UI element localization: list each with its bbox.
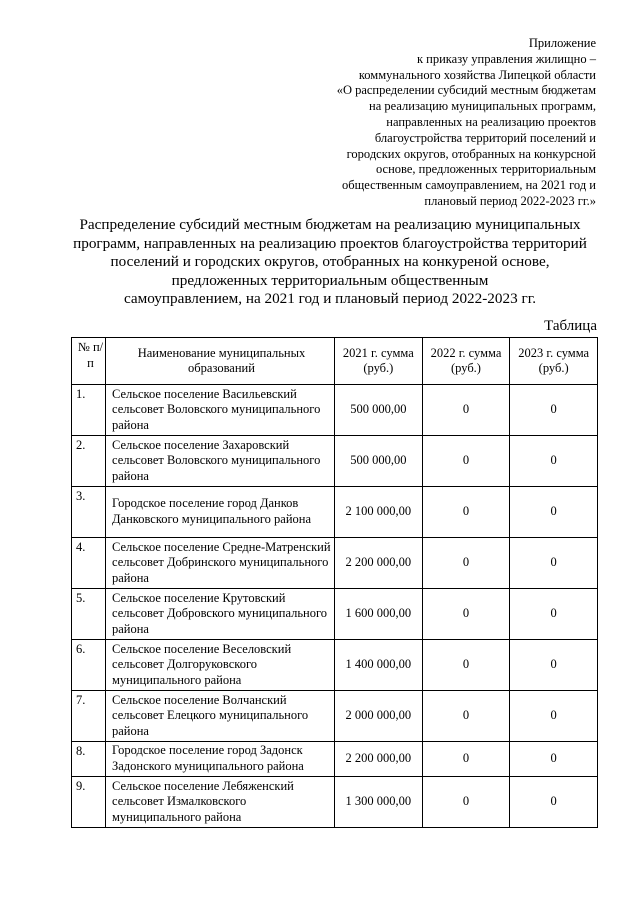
appendix-line: городских округов, отобранных на конкурсной: [346, 146, 596, 161]
sum-2023: 0: [510, 385, 598, 436]
sum-2023: 0: [510, 538, 598, 589]
municipality-name: Сельское поселение Захаровский сельсовет Воловского муниципального района: [106, 436, 335, 487]
sum-2023: 0: [510, 589, 598, 640]
appendix-line: к приказу управления жилищно –: [416, 51, 596, 66]
appendix-header: [296, 36, 596, 210]
sum-2022: 0: [422, 640, 510, 691]
subsidy-table: [71, 337, 598, 828]
table-row: [72, 436, 598, 487]
sum-2023: 0: [510, 777, 598, 828]
appendix-line: основе, предложенных территориальным: [376, 162, 596, 177]
sum-2022: 0: [422, 691, 510, 742]
sum-2021: 2 200 000,00: [335, 742, 423, 777]
table-row: [72, 640, 598, 691]
header-2022: 2022 г. сумма (руб.): [422, 338, 510, 385]
header-row: [72, 338, 598, 385]
sum-2021: 1 300 000,00: [335, 777, 423, 828]
sum-2023: 0: [510, 691, 598, 742]
table-row: [72, 487, 598, 538]
appendix-line: плановый период 2022-2023 гг.»: [424, 193, 596, 208]
municipality-name: Городское поселение город Данков Данковского муниципального района: [106, 487, 335, 538]
header-2021: 2021 г. сумма (руб.): [335, 338, 423, 385]
header-num: № п/п: [72, 338, 106, 385]
title-line: предложенных территориальным общественным: [171, 271, 489, 289]
row-number: 2.: [72, 436, 106, 487]
sum-2021: 500 000,00: [335, 385, 423, 436]
title-line: поселений и городских округов, отобранных на конкуреной основе,: [110, 253, 550, 271]
row-number: 4.: [72, 538, 106, 589]
municipality-name: Сельское поселение Лебяженский сельсовет Измалковского муниципального района: [106, 777, 335, 828]
table-body: [72, 385, 598, 828]
row-number: 3.: [72, 487, 106, 538]
table-header: [72, 338, 598, 385]
sum-2021: 2 000 000,00: [335, 691, 423, 742]
row-number: 5.: [72, 589, 106, 640]
appendix-line: на реализацию муниципальных программ,: [369, 99, 596, 114]
header-2023: 2023 г. сумма (руб.): [510, 338, 598, 385]
sum-2023: 0: [510, 487, 598, 538]
row-number: 1.: [72, 385, 106, 436]
appendix-line: общественным самоуправлением, на 2021 год и: [342, 178, 596, 193]
sum-2022: 0: [422, 742, 510, 777]
sum-2022: 0: [422, 436, 510, 487]
row-number: 8.: [72, 742, 106, 777]
sum-2021: 500 000,00: [335, 436, 423, 487]
sum-2023: 0: [510, 640, 598, 691]
appendix-line: «О распределении субсидий местным бюджетам: [336, 83, 596, 98]
row-number: 7.: [72, 691, 106, 742]
title-line: программ, направленных на реализацию проектов благоустройства территорий: [73, 234, 587, 252]
municipality-name: Городское поселение город Задонск Задонского муниципального района: [106, 742, 335, 777]
table-row: [72, 538, 598, 589]
row-number: 9.: [72, 777, 106, 828]
title-line: Распределение субсидий местным бюджетам на реализацию муниципальных: [79, 216, 581, 233]
sum-2022: 0: [422, 487, 510, 538]
appendix-line: направленных на реализацию проектов: [386, 114, 596, 129]
document-title: [60, 216, 600, 309]
appendix-line: коммунального хозяйства Липецкой области: [358, 67, 596, 82]
sum-2022: 0: [422, 385, 510, 436]
table-caption: Таблица: [544, 318, 597, 334]
municipality-name: Сельское поселение Веселовский сельсовет Долгоруковского муниципального района: [106, 640, 335, 691]
table-row: [72, 742, 598, 777]
municipality-name: Сельское поселение Волчанский сельсовет Елецкого муниципального района: [106, 691, 335, 742]
sum-2023: 0: [510, 742, 598, 777]
table-row: [72, 589, 598, 640]
sum-2022: 0: [422, 538, 510, 589]
sum-2023: 0: [510, 436, 598, 487]
row-number: 6.: [72, 640, 106, 691]
title-line: самоуправлением, на 2021 год и плановый период 2022-2023 гг.: [123, 290, 537, 308]
municipality-name: Сельское поселение Васильевский сельсовет Воловского муниципального района: [106, 385, 335, 436]
sum-2021: 2 200 000,00: [335, 538, 423, 589]
table-row: [72, 385, 598, 436]
municipality-name: Сельское поселение Крутовский сельсовет Добровского муниципального района: [106, 589, 335, 640]
municipality-name: Сельское поселение Средне-Матренский сельсовет Добринского муниципального района: [106, 538, 335, 589]
sum-2022: 0: [422, 777, 510, 828]
sum-2022: 0: [422, 589, 510, 640]
appendix-line: благоустройства территорий поселений и: [374, 130, 596, 145]
sum-2021: 1 400 000,00: [335, 640, 423, 691]
appendix-line: Приложение: [528, 36, 596, 50]
table-row: [72, 691, 598, 742]
table-row: [72, 777, 598, 828]
header-name: Наименование муниципальных образований: [106, 338, 335, 385]
sum-2021: 2 100 000,00: [335, 487, 423, 538]
sum-2021: 1 600 000,00: [335, 589, 423, 640]
